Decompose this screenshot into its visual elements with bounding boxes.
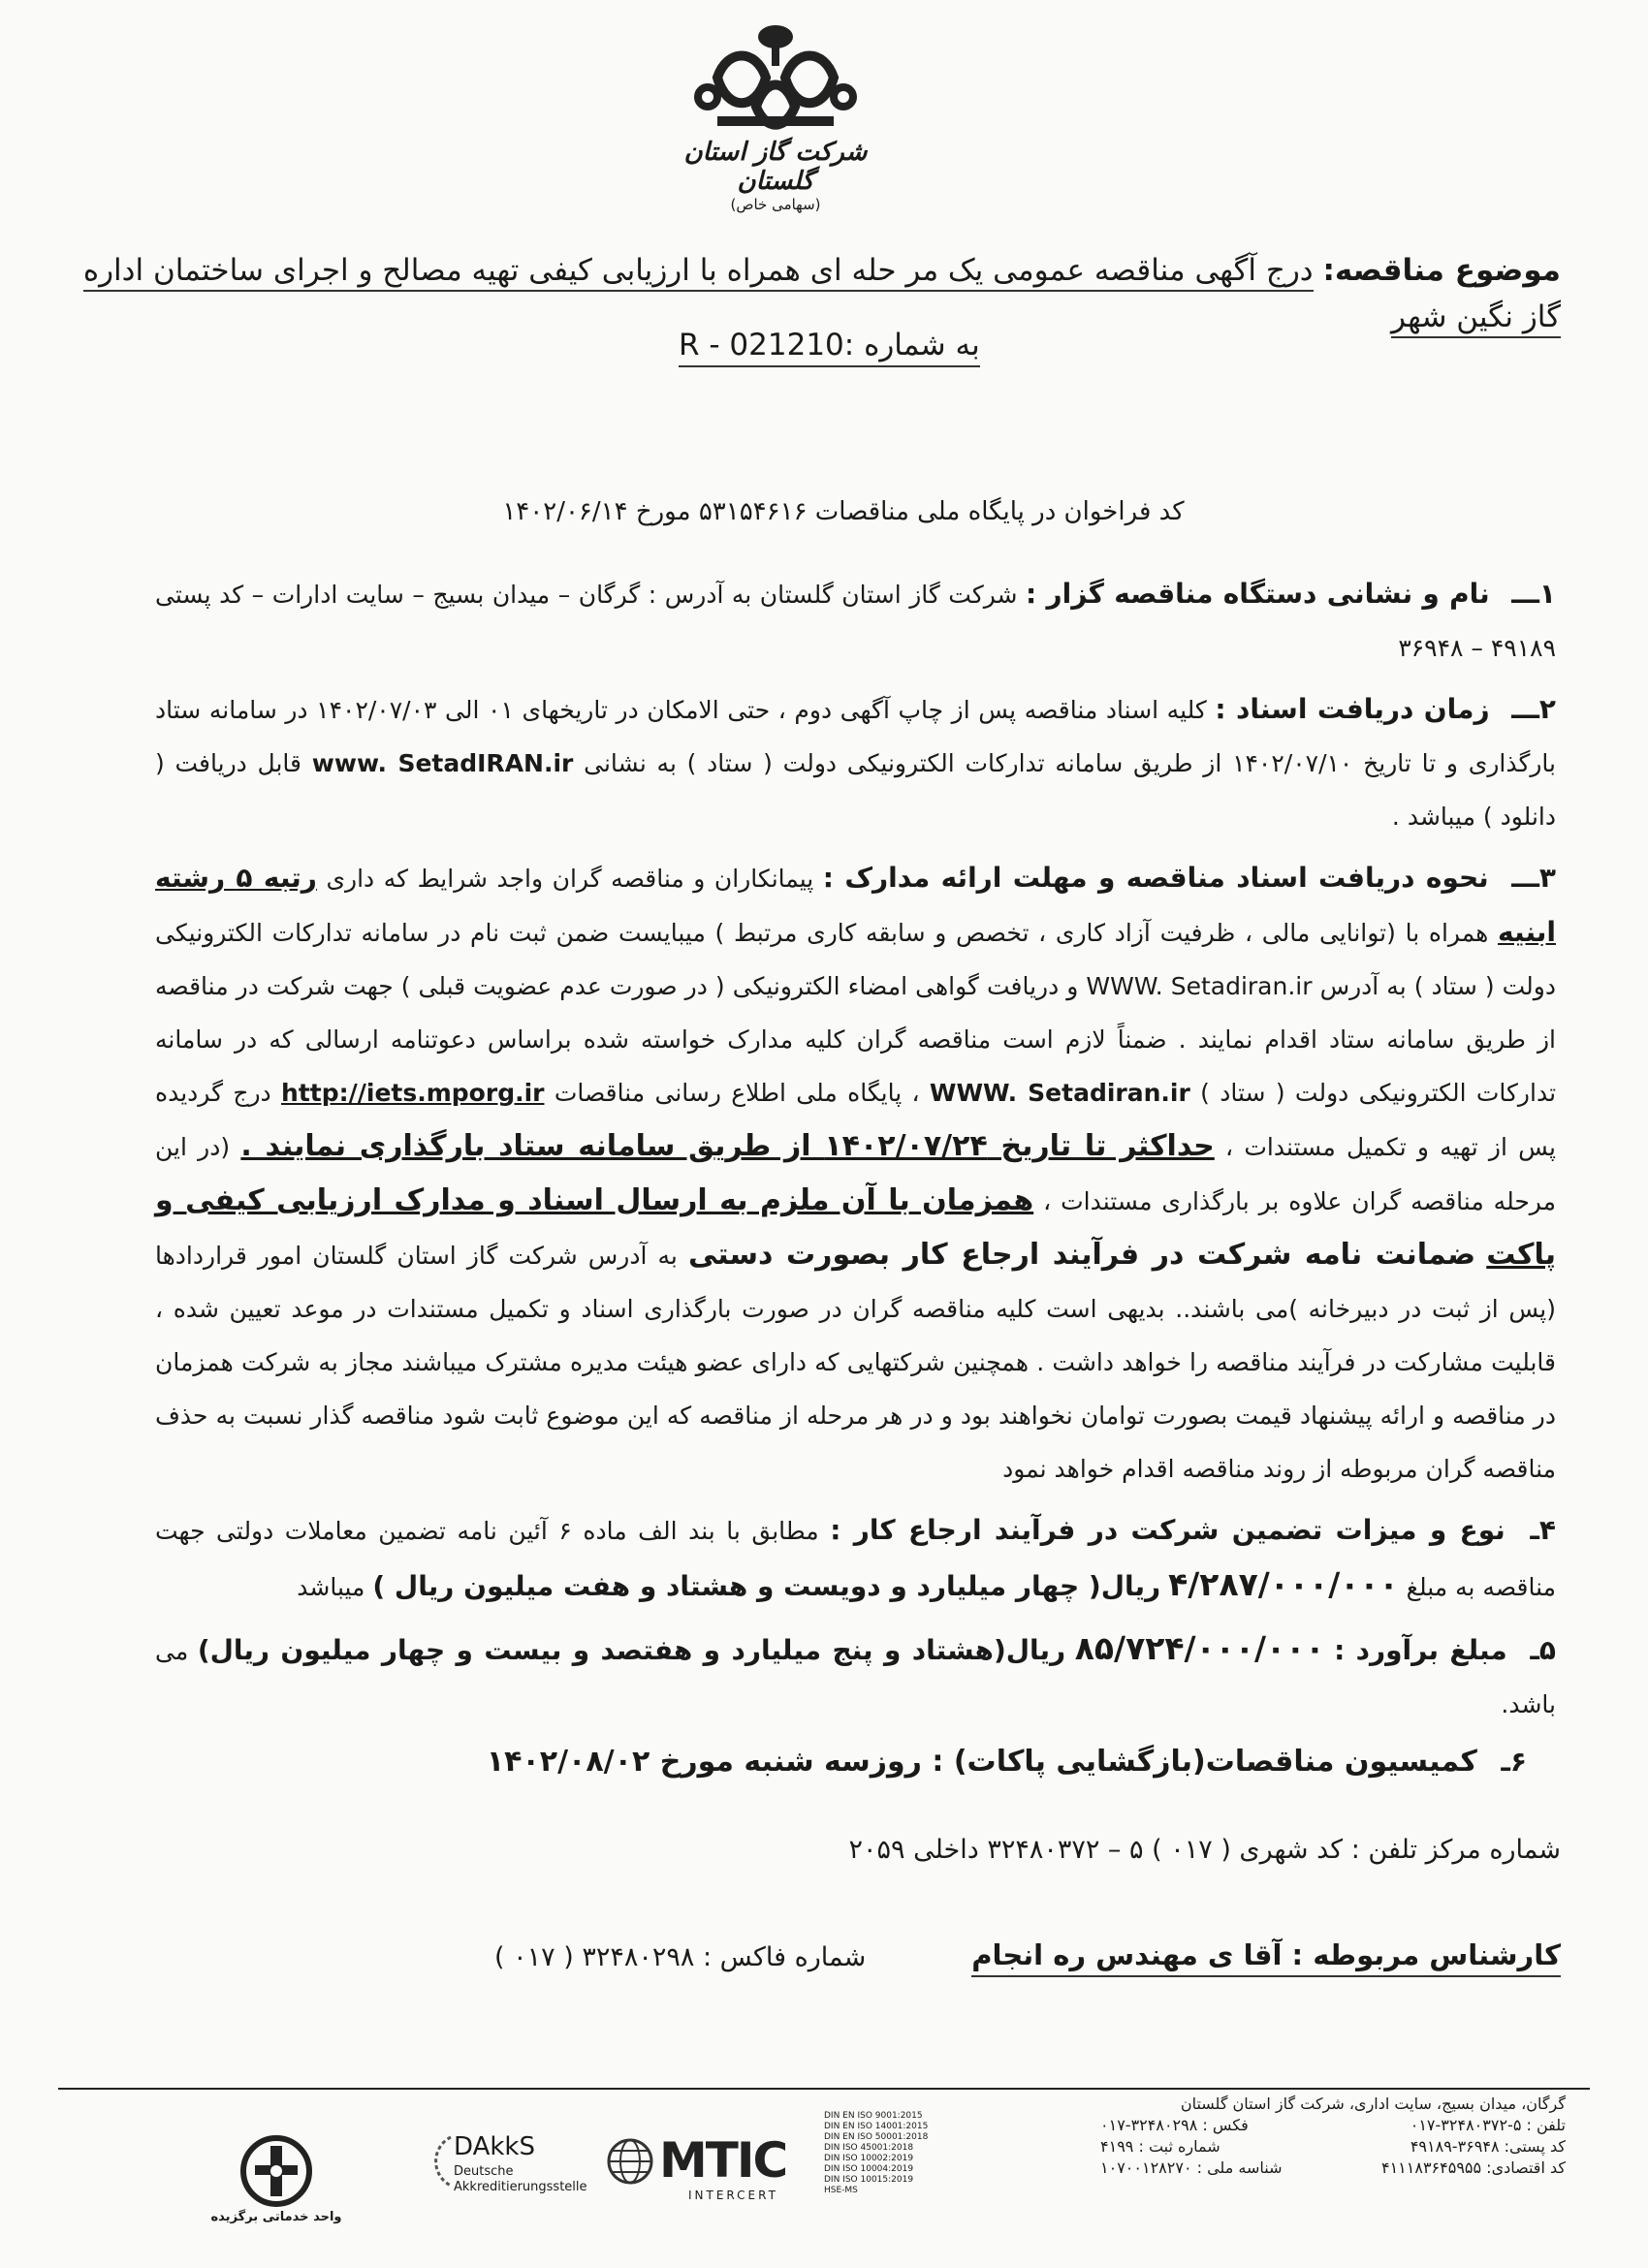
footer-postal: کد پستی: ۳۶۹۴۸-۴۹۱۸۹ — [1410, 2137, 1566, 2156]
item-1-number: ۱ـــ — [1511, 578, 1556, 610]
globe-icon — [606, 2137, 654, 2186]
dakks-text: DAkkS — [454, 2132, 535, 2161]
iso-item: HSE-MS — [824, 2186, 858, 2195]
item-3-text-5: درج گردیده پس از تهیه و تکمیل مستندات ، — [155, 1079, 1556, 1161]
item-2 — [155, 682, 1556, 843]
iso-item: DIN ISO 10015:2019 — [824, 2175, 914, 2185]
tender-subject — [68, 247, 1561, 340]
company-name: شرکت گاز استان گلستان — [683, 138, 868, 196]
mtic-logo — [606, 2132, 829, 2210]
item-4-number: ۴ـ — [1530, 1514, 1557, 1546]
subject-text: درج آگهی مناقصه عمومی یک مر حله ای همراه با ارزیابی کیفی تهیه مصالح و اجرای ساختمان اداره گاز نگین شهر — [83, 253, 1561, 338]
intercert-text: INTERCERT — [688, 2189, 778, 2202]
iso-item: DIN EN ISO 50001:2018 — [824, 2132, 929, 2142]
iso-item: DIN ISO 10004:2019 — [824, 2164, 914, 2174]
award-emblem-icon — [238, 2132, 315, 2210]
item-3-text-7: به آدرس شرکت گاز استان گلستان امور قراردادها (پس از ثبت در دبیرخانه )می باشند.. بدیهی است کلیه مناقصه گران در صورت بارگذاری اسناد و تکمیل مستندات در موعد تعیین شده ، قابلیت مشارکت در فرآیند مناقصه را خواهد داشت . همچنین شرکتهایی که دارای عضو هیئت مدیره مشترک میباشند مجاز به شرکت همزمان در مناقصه و ارائه پیشنهاد قیمت بصورت توامان نخواهند بود و در هر مرحله از مناقصه که این موضوع ثابت شود مناقصه گذار نسبت به حذف مناقصه گران مربوطه از روند مناقصه اقدام خواهد نمود — [155, 1242, 1556, 1483]
footer-econ: کد اقتصادی: ۴۱۱۱۸۳۶۴۵۹۵۵ — [1380, 2158, 1566, 2177]
footer-address: گرگان، میدان بسیج، سایت اداری، شرکت گاز استان گلستان — [1180, 2095, 1566, 2113]
footer-phone: تلفن : ۵-۳۲۴۸۰۳۷۲-۰۱۷ — [1410, 2116, 1566, 2134]
item-5-amount: ۸۵/۷۲۴/۰۰۰/۰۰۰ — [1074, 1629, 1325, 1667]
footer-postal-row — [1100, 2136, 1566, 2158]
iso-item: DIN ISO 45001:2018 — [824, 2143, 914, 2153]
responsible-expert: کارشناس مربوطه : آقا ی مهندس ره انجام — [971, 1938, 1561, 1977]
phone-center: شماره مرکز تلفن : کد شهری ( ۰۱۷ ) ۵ – ۳۲۴۸۰۳۷۲ داخلی ۲۰۵۹ — [848, 1835, 1561, 1865]
item-2-text-a: کلیه اسناد مناقصه پس از چاپ آگهی دوم ، حتی الامکان در تاریخهای ۰۱ الی ۱۴۰۲/۰۷/۰۳ در سامانه ستاد بارگذاری و تا تاریخ ۱۴۰۲/۰۷/۱۰ از طریق سامانه تدارکات الکترونیکی دولت ( ستاد ) به نشانی — [155, 696, 1557, 777]
company-logo — [659, 19, 892, 213]
item-3-rank: رتبه ۵ رشته ابنیه — [155, 862, 1556, 948]
iso-item: DIN EN ISO 9001:2015 — [824, 2111, 923, 2121]
footer — [58, 2094, 1590, 2249]
iso-item: DIN ISO 10002:2019 — [824, 2154, 914, 2163]
item-3-title: نحوه دریافت اسناد مناقصه و مهلت ارائه مدارک : — [822, 862, 1489, 894]
item-6-number: ۶ـ — [1501, 1746, 1527, 1778]
gas-company-emblem-icon — [688, 19, 863, 136]
dakks-sub1: Deutsche — [454, 2164, 514, 2179]
item-3-number: ۳ـــ — [1511, 862, 1557, 894]
item-1-text: شرکت گاز استان گلستان به آدرس : گرگان – میدان بسیج – سایت ادارات – کد پستی ۴۹۱۸۹ – ۳۶۹۴۸ — [155, 581, 1556, 662]
fax-number: شماره فاکس : ۳۲۴۸۰۲۹۸ ( ۰۱۷ ) — [494, 1942, 867, 1972]
footer-address-block — [1100, 2094, 1566, 2179]
item-4 — [155, 1503, 1556, 1614]
item-5 — [155, 1622, 1556, 1731]
item-3-guarantee: ضمانت نامه شرکت در فرآیند ارجاع کار بصورت دستی — [687, 1238, 1476, 1272]
item-5-title: مبلغ برآورد : — [1334, 1634, 1507, 1666]
item-3-text-6: (در این مرحله مناقصه گران علاوه بر بارگذاری مستندات ، — [155, 1133, 1556, 1215]
item-3-deadline: حداکثر تا تاریخ ۱۴۰۲/۰۷/۲۴ از طریق سامانه ستاد بارگذاری نمایند . — [240, 1129, 1215, 1163]
dakks-logo — [417, 2127, 611, 2215]
item-5-amount-words: ریال(هشتاد و پنج میلیارد و هفتصد و بیست و چهار میلیون ریال) — [197, 1634, 1066, 1666]
item-4-title: نوع و میزات تضمین شرکت در فرآیند ارجاع کار : — [830, 1514, 1505, 1546]
subject-label: موضوع مناقصه: — [1322, 253, 1561, 288]
footer-divider — [58, 2088, 1590, 2090]
contact-row — [213, 1938, 1561, 1987]
footer-fax: فکس : ۳۲۴۸۰۲۹۸-۰۱۷ — [1100, 2116, 1249, 2134]
item-3-text-1: پیمانکاران و مناقصه گران واجد شرایط که داری — [326, 865, 814, 893]
item-5-text-b: می باشد. — [155, 1637, 1556, 1718]
item-4-amount-words: ریال( چهار میلیارد و دویست و هشتاد و هفت میلیون ریال ) — [372, 1570, 1161, 1602]
item-4-text-a: مطابق با بند الف ماده ۶ آئین نامه تضمین معاملات دولتی جهت مناقصه به مبلغ — [155, 1517, 1556, 1601]
emblem-caption: واحد خدماتی برگزیده — [210, 2210, 342, 2224]
dakks-sub2: Akkreditierungsstelle — [454, 2180, 587, 2194]
item-4-text-b: میباشد — [297, 1573, 365, 1601]
item-3-text-4: ، پایگاه ملی اطلاع رسانی مناقصات — [554, 1079, 920, 1107]
footer-reg: شماره ثبت : ۴۱۹۹ — [1100, 2137, 1220, 2156]
item-3-text-3: و دریافت گواهی امضاء الکترونیکی ( در صورت عدم عضویت قبلی ) جهت شرکت در مناقصه از طریق سامانه ستاد اقدام نمایند . ضمناً لازم است مناقصه گران کلیه مدارک خواسته شده براساس دعوتنامه ارسالی که در سامانه تدارکات الکترونیکی دولت ( ستاد ) — [155, 972, 1557, 1107]
chosen-unit-emblem — [204, 2132, 349, 2239]
item-2-title: زمان دریافت اسناد : — [1215, 693, 1490, 725]
setad-link-2[interactable]: WWW. Setadiran.ir — [1086, 972, 1313, 1000]
item-3-text-2: همراه با (توانایی مالی ، ظرفیت آزاد کاری ، تخصص و سابقه کاری مرتبط ) میبایست ضمن ثبت نام در سامانه تدارکات الکترونیکی دولت ( ستاد ) به آدرس — [155, 919, 1556, 1000]
item-3-simultaneous: همزمان با آن ملزم به ارسال اسناد و مدارک ارزیابی کیفی و پاکت — [155, 1183, 1556, 1272]
item-4-amount: ۴/۲۸۷/۰۰۰/۰۰۰ — [1168, 1565, 1399, 1603]
setad-link-3[interactable]: WWW. Setadiran.ir — [929, 1079, 1190, 1107]
company-type: (سهامی خاص) — [730, 196, 821, 213]
item-1 — [155, 567, 1556, 675]
footer-national: شناسه ملی : ۱۰۷۰۰۱۲۸۲۷۰ — [1100, 2158, 1283, 2177]
setad-link[interactable]: www. SetadIRAN.ir — [311, 749, 574, 777]
call-code: کد فراخوان در پایگاه ملی مناقصات ۵۳۱۵۴۶۱۶ مورخ ۱۴۰۲/۰۶/۱۴ — [502, 497, 1185, 526]
tender-body — [155, 567, 1556, 1739]
mtic-text: MTIC — [659, 2132, 787, 2189]
commission-text: کمیسیون مناقصات(بازگشایی پاکات) : روزسه شنبه مورخ ۱۴۰۲/۰۸/۰۲ — [486, 1745, 1477, 1779]
tender-number: به شماره :R - 021210 — [679, 328, 980, 367]
footer-econ-row — [1100, 2158, 1566, 2179]
item-2-number: ۲ـــ — [1511, 693, 1556, 725]
dakks-arc-icon — [417, 2132, 456, 2190]
item-5-number: ۵ـ — [1530, 1634, 1556, 1666]
iso-list — [824, 2111, 998, 2196]
iso-item: DIN EN ISO 14001:2015 — [824, 2122, 929, 2131]
item-2-text-b: قابل دریافت ( دانلود ) میباشد . — [155, 749, 1556, 831]
item-1-title: نام و نشانی دستگاه مناقصه گزار : — [1026, 578, 1490, 610]
iets-link[interactable]: http://iets.mporg.ir — [281, 1079, 545, 1107]
footer-phone-fax-row — [1100, 2115, 1566, 2136]
item-3 — [155, 851, 1556, 1496]
commission — [174, 1745, 1527, 1779]
